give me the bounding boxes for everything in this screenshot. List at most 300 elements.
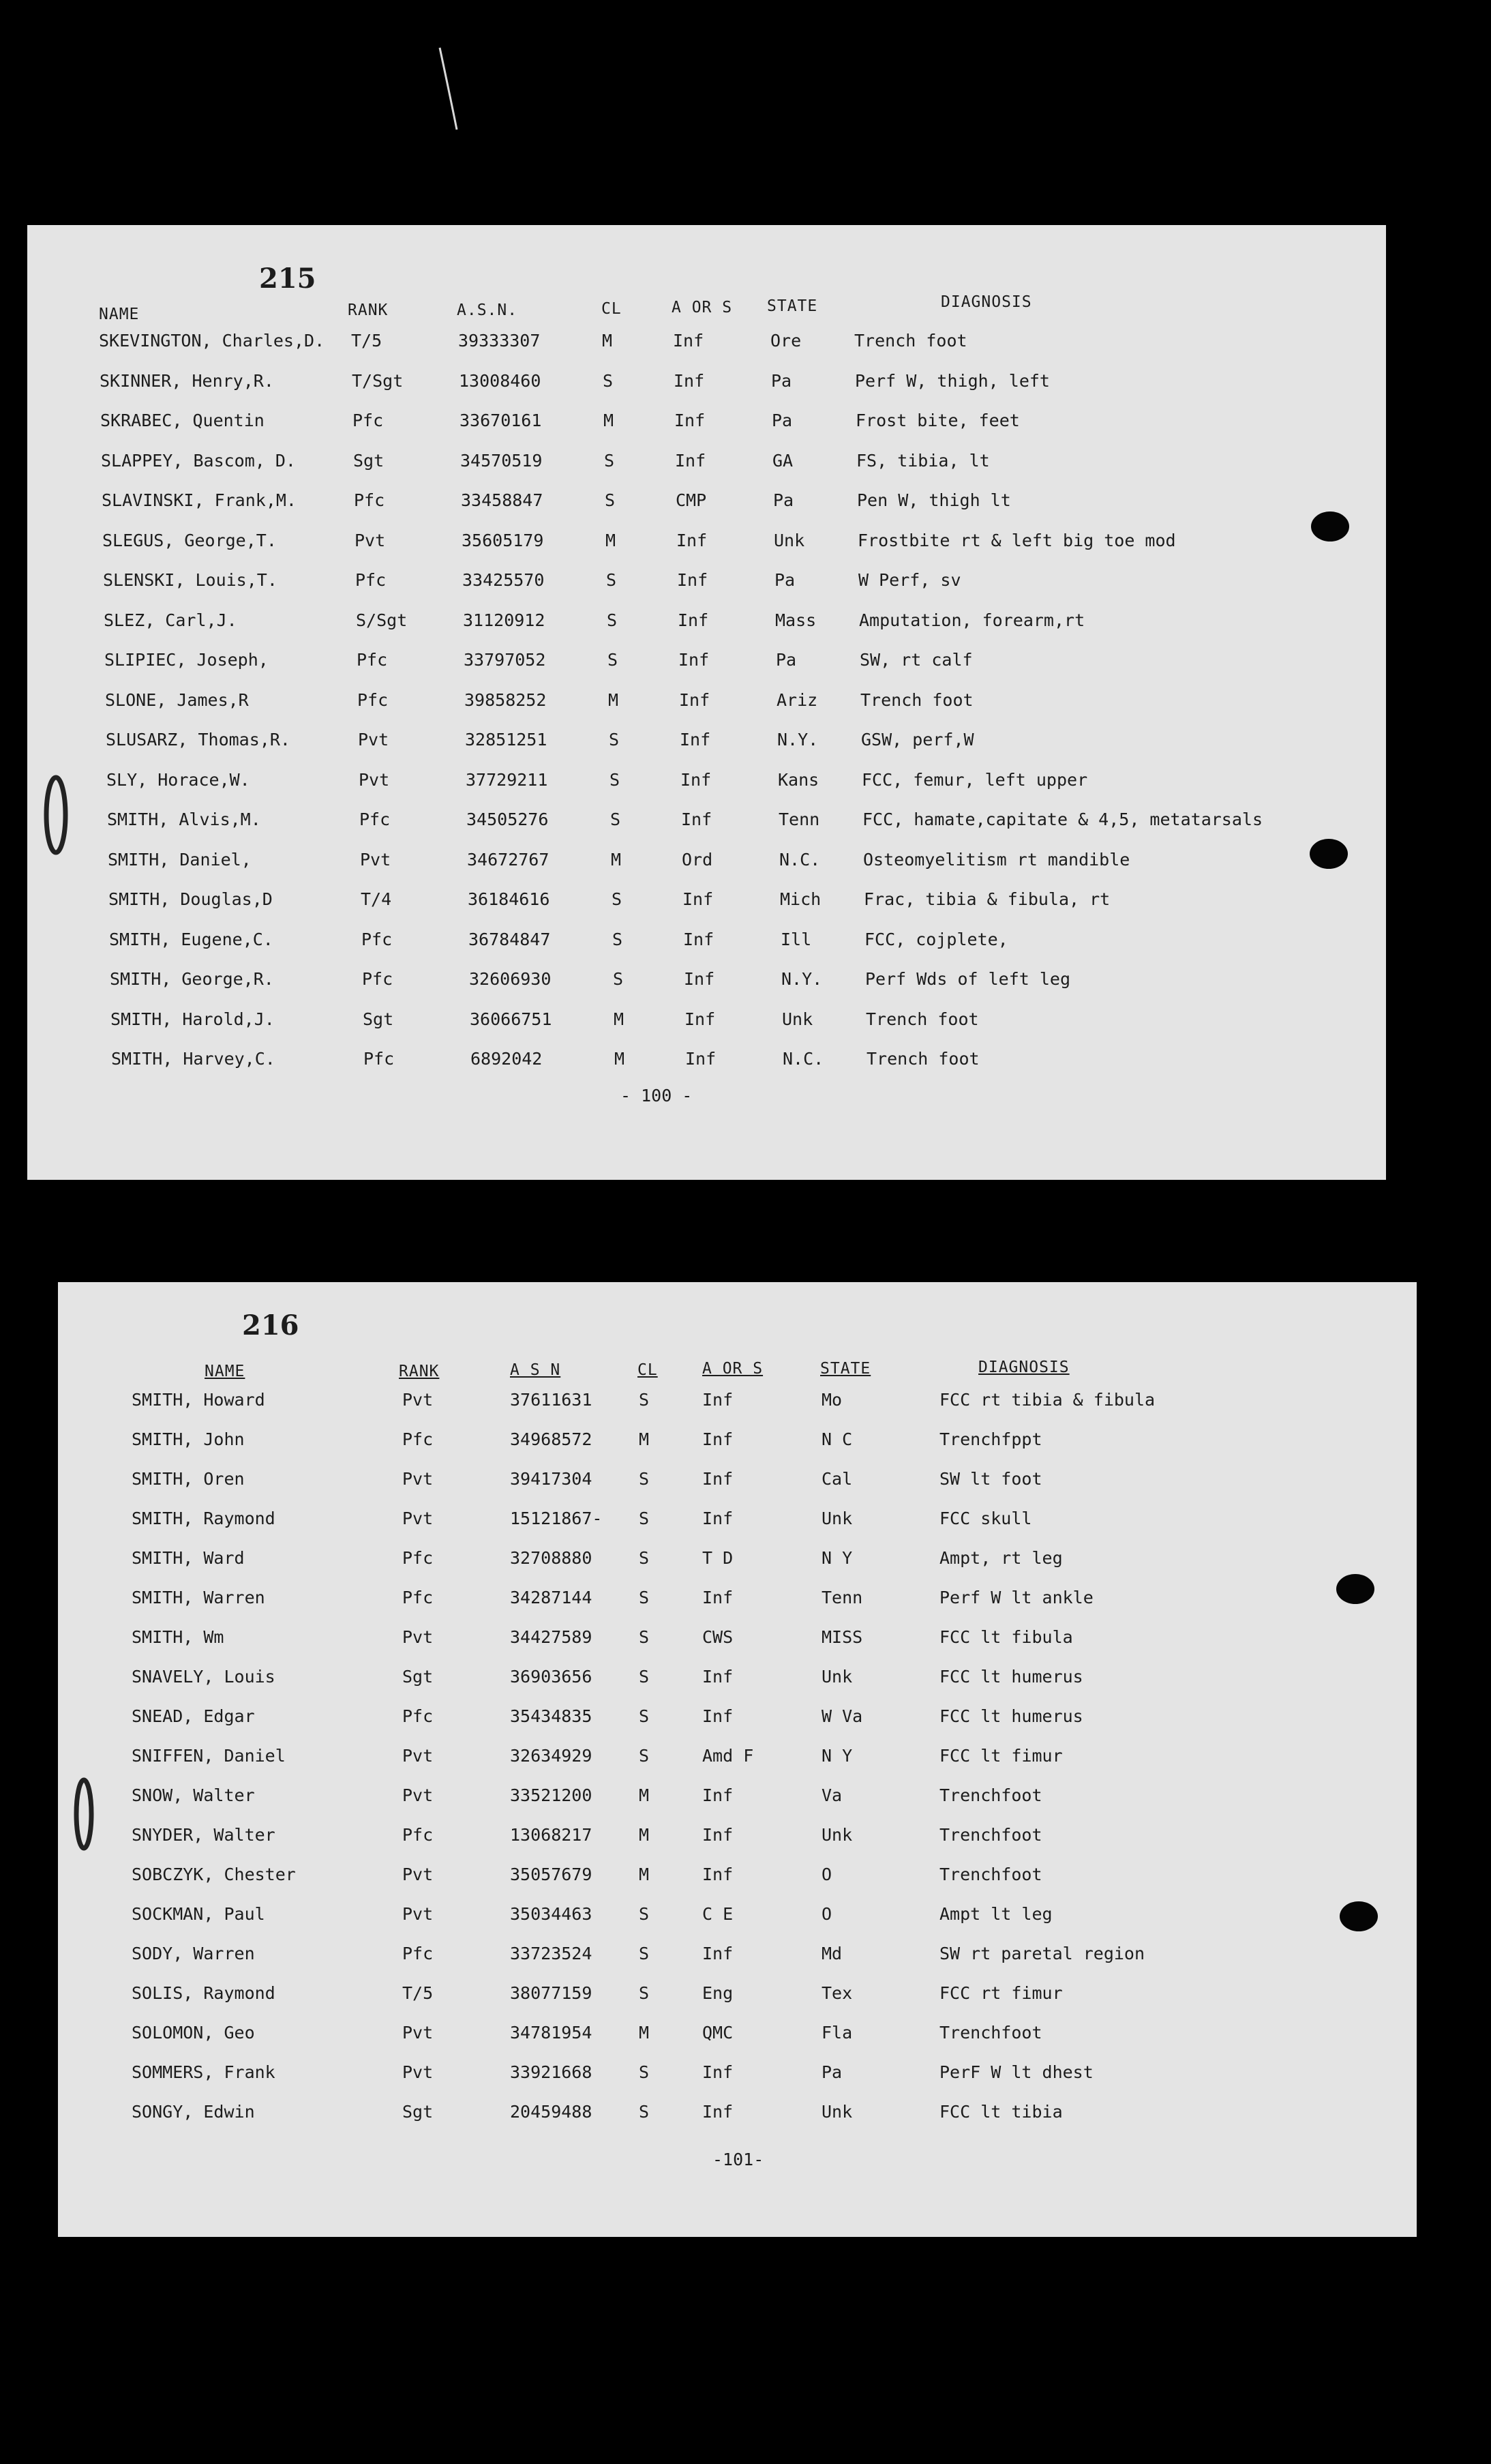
cell-cl: M [603,411,614,430]
record-row [27,1049,1386,1076]
cell-cl: S [639,1469,650,1489]
cell-state: N.C. [779,849,821,870]
cell-cl: M [639,1429,650,1449]
cell-diagnosis: Trenchfoot [939,2023,1042,2043]
cell-asn: 39417304 [510,1469,592,1489]
cell-rank: T/Sgt [352,370,404,391]
cell-state: N Y [822,1746,853,1766]
cell-name: SKEVINGTON, Charles,D. [99,331,325,351]
header-name: NAME [205,1363,245,1380]
cell-aors: Inf [685,1049,717,1069]
record-row [27,810,1386,837]
cell-cl: S [639,1706,650,1726]
record-row [27,969,1386,996]
cell-state: Unk [774,530,805,550]
cell-name: SLEGUS, George,T. [102,530,277,550]
cell-cl: S [639,1588,650,1607]
cell-diagnosis: FCC lt fibula [939,1627,1073,1647]
cell-aors: CMP [676,490,707,510]
cell-rank: T/5 [351,331,382,351]
cell-cl: S [605,490,616,510]
record-row [27,770,1386,797]
cell-rank: Pvt [402,1390,434,1410]
punch-hole [1310,839,1348,869]
cell-state: O [822,1865,832,1884]
cell-name: SOMMERS, Frank [132,2062,275,2082]
cell-diagnosis: FS, tibia, lt [856,450,990,471]
cell-aors: Inf [680,730,711,749]
cell-rank: Pfc [363,1049,395,1069]
cell-cl: M [639,1825,650,1845]
cell-state: Mass [775,610,817,630]
cell-rank: Sgt [402,2102,434,2122]
pencil-mark [65,1773,106,1862]
cell-state: Pa [776,650,797,670]
cell-asn: 34968572 [510,1429,592,1449]
cell-name: SKINNER, Henry,R. [100,370,274,391]
cell-diagnosis: FCC rt fimur [939,1983,1063,2003]
record-row [58,1706,1417,1734]
cell-aors: Inf [702,1667,734,1687]
cell-rank: Pfc [352,411,384,430]
header-state: STATE [767,297,818,315]
cell-asn: 34427589 [510,1627,592,1647]
cell-asn: 33921668 [510,2062,592,2082]
cell-asn: 35434835 [510,1706,592,1726]
cell-asn: 36784847 [468,929,551,949]
header-diagnosis: DIAGNOSIS [978,1359,1070,1376]
header-aors: A OR S [702,1360,764,1378]
cell-rank: Sgt [363,1009,394,1029]
cell-cl: S [603,370,614,391]
cell-aors: Inf [702,1785,734,1805]
pencil-mark [34,771,82,866]
cell-diagnosis: Trenchfoot [939,1825,1042,1845]
cell-asn: 34287144 [510,1588,592,1607]
record-row [58,1469,1417,1496]
cell-diagnosis: Perf W, thigh, left [855,370,1050,391]
cell-cl: S [639,1746,650,1766]
cell-rank: Pfc [359,810,391,829]
cell-name: SMITH, Ward [132,1548,245,1568]
cell-name: SLONE, James,R [105,689,249,710]
page-number: 215 [259,263,316,295]
cell-name: SLUSARZ, Thomas,R. [106,730,290,749]
cell-cl: S [639,2102,650,2122]
cell-state: N.C. [783,1049,824,1069]
record-row [58,1865,1417,1892]
record-row [58,2023,1417,2050]
cell-name: SNOW, Walter [132,1785,255,1805]
cell-aors: Inf [702,1706,734,1726]
cell-state: Mo [822,1390,843,1410]
cell-rank: Pfc [402,1825,434,1845]
punch-hole [1340,1901,1378,1931]
cell-cl: M [639,1865,650,1884]
cell-name: SMITH, Oren [132,1469,245,1489]
cell-name: SNAVELY, Louis [132,1667,275,1687]
cell-aors: Inf [675,450,706,471]
cell-cl: M [614,1049,625,1069]
cell-state: Pa [822,2062,843,2082]
cell-state: Ill [781,929,812,949]
cell-name: SMITH, George,R. [110,969,274,989]
cell-asn: 34672767 [467,849,549,870]
record-row [27,650,1386,677]
cell-name: SKRABEC, Quentin [100,411,265,430]
cell-diagnosis: Trench foot [860,689,974,710]
cell-aors: Inf [681,810,712,829]
cell-state: Va [822,1785,843,1805]
record-row [58,1944,1417,1971]
record-row [27,411,1386,438]
cell-name: SLAPPEY, Bascom, D. [101,450,296,471]
record-page-215 [27,225,1386,1180]
cell-cl: M [611,849,622,870]
cell-diagnosis: Ampt, rt leg [939,1548,1063,1568]
cell-diagnosis: GSW, perf,W [861,730,974,749]
cell-rank: Pvt [402,1746,434,1766]
cell-cl: S [639,1944,650,1963]
cell-name: SLEZ, Carl,J. [104,610,237,630]
cell-asn: 20459488 [510,2102,592,2122]
cell-asn: 34505276 [466,810,549,829]
cell-diagnosis: Perf W lt ankle [939,1588,1094,1607]
cell-diagnosis: Frac, tibia & fibula, rt [864,889,1111,909]
cell-aors: Inf [682,889,714,909]
cell-state: Cal [822,1469,853,1489]
punch-hole [1336,1574,1374,1604]
cell-cl: S [612,889,622,909]
cell-state: Unk [822,1667,853,1687]
cell-asn: 33797052 [464,650,546,670]
page-footer: - 100 - [620,1086,693,1105]
cell-state: Unk [822,2102,853,2122]
cell-rank: Pfc [355,570,387,590]
cell-cl: M [602,331,613,351]
cell-state: Unk [782,1009,813,1029]
cell-asn: 32634929 [510,1746,592,1766]
cell-diagnosis: Trenchfoot [939,1785,1042,1805]
cell-asn: 33425570 [462,570,545,590]
cell-rank: Pvt [402,1865,434,1884]
cell-diagnosis: Perf Wds of left leg [865,969,1071,989]
cell-aors: Eng [702,1983,734,2003]
cell-diagnosis: Trench foot [866,1009,979,1029]
cell-rank: Pvt [402,2062,434,2082]
cell-rank: Pfc [362,969,393,989]
record-row [58,1627,1417,1654]
cell-diagnosis: Frostbite rt & left big toe mod [858,530,1176,550]
cell-rank: Pvt [402,1627,434,1647]
cell-aors: C E [702,1904,734,1924]
cell-diagnosis: Pen W, thigh lt [857,490,1011,510]
cell-cl: S [607,650,618,670]
cell-state: Md [822,1944,843,1963]
record-row [27,570,1386,597]
record-row [58,2102,1417,2129]
cell-name: SNYDER, Walter [132,1825,275,1845]
cell-name: SNIFFEN, Daniel [132,1746,286,1766]
cell-cl: S [639,1904,650,1924]
cell-diagnosis: W Perf, sv [858,570,961,590]
header-cl: CL [601,300,622,318]
cell-diagnosis: Trenchfppt [939,1429,1042,1449]
record-row [58,1667,1417,1694]
cell-rank: Pfc [354,490,385,510]
cell-rank: Pvt [355,530,386,550]
cell-cl: M [614,1009,624,1029]
cell-rank: Pvt [360,849,391,870]
cell-name: SMITH, Alvis,M. [107,810,261,829]
cell-aors: Inf [702,2102,734,2122]
cell-rank: Pfc [357,650,388,670]
cell-name: SMITH, Raymond [132,1509,275,1528]
cell-diagnosis: FCC, femur, left upper [862,769,1088,790]
cell-state: Pa [771,370,792,391]
cell-aors: Inf [702,1865,734,1884]
cell-rank: Pfc [402,1548,434,1568]
cell-diagnosis: FCC lt humerus [939,1706,1083,1726]
cell-diagnosis: Ampt lt leg [939,1904,1053,1924]
cell-name: SMITH, Eugene,C. [109,929,273,949]
cell-cl: S [609,769,620,790]
cell-name: SLY, Horace,W. [106,769,250,790]
cell-state: Tex [822,1983,853,2003]
cell-name: SMITH, Howard [132,1390,265,1410]
record-row [58,1983,1417,2010]
cell-cl: M [608,689,619,710]
cell-diagnosis: SW lt foot [939,1469,1042,1489]
cell-cl: S [639,1548,650,1568]
cell-aors: Inf [702,1944,734,1963]
cell-cl: S [639,1390,650,1410]
cell-state: Tenn [779,810,820,829]
cell-name: SOBCZYK, Chester [132,1865,296,1884]
page-number: 216 [242,1309,299,1341]
cell-aors: Ord [682,849,713,870]
record-row [27,930,1386,957]
record-row [27,850,1386,877]
cell-cl: S [639,1667,650,1687]
cell-cl: S [610,810,621,829]
cell-state: MISS [822,1627,863,1647]
cell-name: SLAVINSKI, Frank,M. [102,490,297,510]
cell-asn: 39858252 [464,689,547,710]
cell-state: N C [822,1429,853,1449]
header-name: NAME [99,306,140,323]
cell-rank: Pfc [361,929,393,949]
cell-diagnosis: Trench foot [867,1049,980,1069]
cell-name: SMITH, Douglas,D [108,889,273,909]
cell-rank: Pfc [402,1429,434,1449]
cell-state: Kans [778,769,819,790]
header-rank: RANK [399,1363,440,1380]
cell-aors: Inf [674,411,706,430]
cell-rank: Pfc [402,1706,434,1726]
cell-state: Fla [822,2023,853,2043]
cell-name: SMITH, Daniel, [108,849,252,870]
cell-asn: 33458847 [461,490,543,510]
cell-aors: Inf [684,969,715,989]
cell-state: N.Y. [781,969,823,989]
cell-rank: T/4 [361,889,392,909]
cell-aors: CWS [702,1627,734,1647]
cell-asn: 34570519 [460,450,543,471]
cell-state: Pa [774,570,796,590]
cell-diagnosis: Trenchfoot [939,1865,1042,1884]
record-row [27,451,1386,478]
punch-hole [1311,511,1349,541]
cell-asn: 6892042 [470,1049,543,1069]
cell-diagnosis: FCC rt tibia & fibula [939,1390,1156,1410]
cell-rank: Pvt [359,769,390,790]
cell-cl: S [613,969,624,989]
cell-cl: S [609,730,620,749]
cell-cl: S [607,610,618,630]
cell-rank: Sgt [353,450,385,471]
record-row [58,1785,1417,1813]
record-row [27,531,1386,558]
cell-rank: Pvt [402,1509,434,1528]
header-aors: A OR S [672,299,733,316]
cell-asn: 35034463 [510,1904,592,1924]
cell-state: W Va [822,1706,863,1726]
cell-cl: M [639,2023,650,2043]
cell-asn: 13068217 [510,1825,592,1845]
cell-asn: 32851251 [465,730,547,749]
cell-diagnosis: FCC lt humerus [939,1667,1083,1687]
cell-cl: S [639,2062,650,2082]
cell-aors: Inf [683,929,714,949]
cell-aors: Inf [674,370,705,391]
cell-cl: M [605,530,616,550]
header-state: STATE [820,1360,871,1378]
cell-asn: 39333307 [458,331,541,351]
cell-rank: Pfc [357,689,389,710]
cell-aors: QMC [702,2023,734,2043]
cell-asn: 33521200 [510,1785,592,1805]
record-row [27,490,1386,518]
cell-state: O [822,1904,832,1924]
cell-asn: 35605179 [462,530,544,550]
cell-asn: 36066751 [470,1009,552,1029]
cell-name: SOLOMON, Geo [132,2023,255,2043]
cell-aors: Inf [684,1009,716,1029]
cell-diagnosis: FCC, hamate,capitate & 4,5, metatarsals [862,810,1263,829]
scratch-mark [436,41,464,136]
cell-aors: Inf [679,689,710,710]
cell-state: Ariz [777,689,818,710]
record-row [58,1429,1417,1457]
cell-aors: Inf [677,570,708,590]
cell-state: Mich [780,889,822,909]
cell-aors: Inf [676,530,708,550]
record-row [58,1904,1417,1931]
cell-asn: 32606930 [469,969,552,989]
cell-diagnosis: FCC lt fimur [939,1746,1063,1766]
cell-state: GA [772,450,794,471]
cell-asn: 38077159 [510,1983,592,2003]
cell-aors: Inf [702,1469,734,1489]
cell-name: SMITH, John [132,1429,245,1449]
cell-aors: T D [702,1548,734,1568]
cell-aors: Inf [702,1429,734,1449]
cell-state: Pa [772,411,793,430]
cell-name: SMITH, Harold,J. [110,1009,275,1029]
cell-diagnosis: Osteomyelitism rt mandible [863,849,1130,870]
cell-name: SMITH, Harvey,C. [111,1049,275,1069]
header-asn: A S N [510,1361,561,1379]
cell-diagnosis: FCC lt tibia [939,2102,1063,2122]
cell-cl: S [639,1627,650,1647]
cell-state: Tenn [822,1588,863,1607]
cell-asn: 34781954 [510,2023,592,2043]
cell-diagnosis: SW rt paretal region [939,1944,1145,1963]
cell-asn: 15121867- [510,1509,603,1528]
cell-name: SOCKMAN, Paul [132,1904,265,1924]
cell-asn: 37611631 [510,1390,592,1410]
cell-name: SMITH, Warren [132,1588,265,1607]
cell-rank: Sgt [402,1667,434,1687]
cell-aors: Inf [702,1509,734,1528]
cell-asn: 36903656 [510,1667,592,1687]
cell-rank: Pvt [402,1904,434,1924]
record-row [27,610,1386,638]
cell-diagnosis: Trench foot [854,331,967,351]
cell-rank: Pvt [402,2023,434,2043]
cell-diagnosis: FCC skull [939,1509,1032,1528]
cell-diagnosis: Frost bite, feet [856,411,1020,430]
cell-aors: Inf [702,2062,734,2082]
cell-rank: S/Sgt [356,610,408,630]
record-row [27,371,1386,398]
page-footer: -101- [712,2150,764,2169]
record-row [58,1548,1417,1575]
record-row [27,889,1386,917]
cell-aors: Inf [678,610,709,630]
cell-state: Pa [773,490,794,510]
cell-state: N.Y. [777,730,819,749]
cell-rank: T/5 [402,1983,434,2003]
record-row [58,1746,1417,1773]
cell-diagnosis: PerF W lt dhest [939,2062,1094,2082]
cell-asn: 36184616 [468,889,550,909]
record-row [27,730,1386,757]
header-diagnosis: DIAGNOSIS [941,293,1032,311]
header-asn: A.S.N. [457,301,518,319]
record-row [58,1588,1417,1615]
cell-name: SOLIS, Raymond [132,1983,275,2003]
cell-aors: Inf [702,1588,734,1607]
cell-cl: M [639,1785,650,1805]
cell-name: SMITH, Wm [132,1627,224,1647]
cell-rank: Pfc [402,1588,434,1607]
cell-rank: Pvt [402,1469,434,1489]
cell-asn: 31120912 [463,610,545,630]
record-row [58,1825,1417,1852]
cell-asn: 33670161 [460,411,542,430]
cell-cl: S [606,570,617,590]
cell-state: Ore [770,331,802,351]
record-row [58,1390,1417,1417]
header-rank: RANK [348,301,389,319]
cell-cl: S [639,1983,650,2003]
header-cl: CL [637,1361,658,1379]
cell-asn: 33723524 [510,1944,592,1963]
cell-diagnosis: FCC, cojplete, [864,929,1008,949]
cell-cl: S [604,450,615,471]
